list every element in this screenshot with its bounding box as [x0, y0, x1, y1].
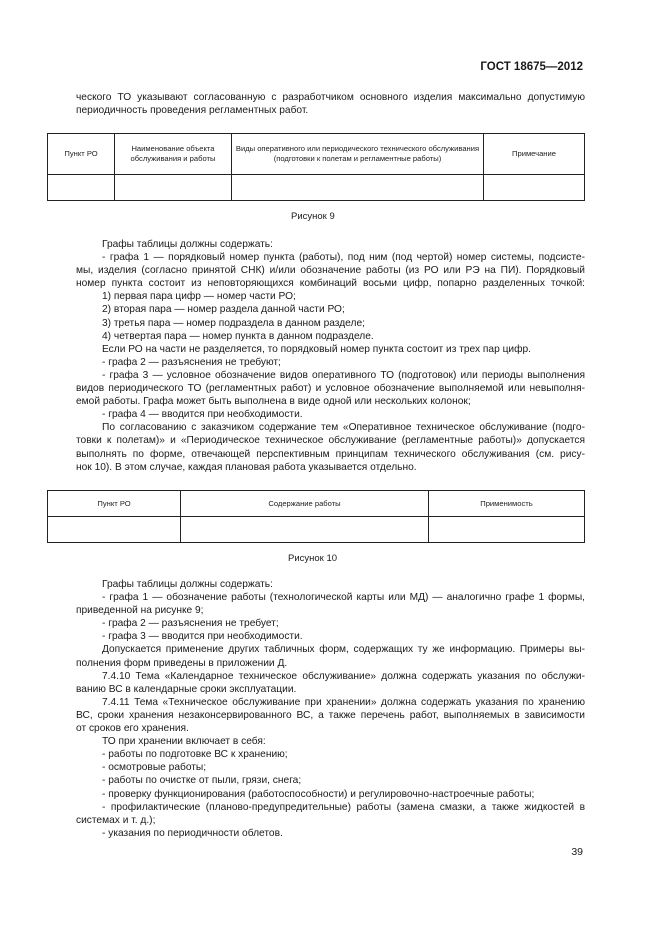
form-table-figure-10	[47, 490, 585, 543]
text-line: 7.4.11 Тема «Техническое обслуживание при хранении» должна содержать указания по хранению	[102, 696, 585, 708]
page-number: 39	[571, 846, 583, 858]
form-table-figure-9	[47, 133, 585, 201]
table9-empty-cell	[484, 175, 585, 201]
text-line: мы, изделия (согласно принятой СНК) и/или обозначение работы (из РО или РЭ на ПИ). Порядковый	[76, 265, 585, 277]
text-line: По согласованию с заказчиком содержание тем «Оперативное техническое обслуживание (подго-	[102, 422, 585, 434]
section-1-text	[76, 238, 585, 474]
table9-header-cell: Виды оперативного или периодического технического обслуживания (подготовки к полетам и регламентные работы)	[232, 134, 484, 175]
table9-empty-cell	[232, 175, 484, 201]
text-line: от сроков его хранения.	[76, 723, 189, 735]
text-line: Графы таблицы должны содержать:	[102, 579, 273, 590]
table10-header-cell: Содержание работы	[181, 491, 429, 517]
text-line: емой работы. Графа может быть выполнена в виде одной или нескольких колонок;	[76, 396, 471, 408]
text-line: Графы таблицы должны содержать:	[102, 239, 273, 250]
text-line: товки к полетам)» и «Периодическое техническое обслуживание (регламентные работы)» допускается	[76, 435, 585, 447]
text-line: 7.4.10 Тема «Календарное техническое обслуживание» должна содержать указания по обслужи-	[102, 670, 585, 682]
text-line: приведенной на рисунке 9;	[76, 605, 204, 617]
table10-header-cell: Пункт РО	[48, 491, 181, 517]
text-line: - работы по подготовке ВС к хранению;	[102, 749, 288, 761]
table9-empty-cell	[115, 175, 232, 201]
text-line: - графа 3 — условное обозначение видов оперативного ТО (подготовок) или периоды выполнения	[102, 369, 585, 381]
text-line: - работы по очистке от пыли, грязи, снега;	[102, 775, 302, 787]
table9-header-cell: Пункт РО	[48, 134, 115, 175]
text-line: полнения форм приведены в приложении Д.	[76, 657, 288, 669]
text-line: - указания по периодичности облетов.	[102, 827, 283, 839]
text-line: - графа 2 — разъяснения не требуют;	[102, 356, 281, 368]
table10-header-cell: Применимость	[429, 491, 585, 517]
text-line: - графа 3 — вводится при необходимости.	[102, 631, 303, 643]
text-line: выполнять по форме, отвечающей перспективным принципам технического обслуживания (см. рису-	[76, 448, 585, 460]
text-line: нок 10). В этом случае, каждая плановая работа указывается отдельно.	[76, 461, 417, 473]
figure-10-caption: Рисунок 10	[288, 553, 338, 564]
figure-9-caption: Рисунок 9	[291, 211, 335, 222]
text-line: ВС, сроки хранения незаконсервированного ВС, а также перечень работ, выполняемых в зависимости	[76, 709, 585, 721]
text-line: видов периодического ТО (регламентных работ) и условное обозначение выполняемой или невыполня-	[76, 383, 585, 395]
text-line: Допускается применение других табличных форм, содержащих ту же информацию. Примеры вы-	[102, 644, 585, 656]
text-line: - профилактические (планово-предупредительные) работы (замена смазки, а также жидкостей в	[102, 801, 585, 813]
text-line: - графа 4 — вводится при необходимости.	[102, 409, 303, 421]
table9-header-cell: Примечание	[484, 134, 585, 175]
table9-header-cell: Наименование объекта обслуживания и работы	[115, 134, 232, 175]
text-line: номер пункта состоит из неповторяющихся комбинаций восьми цифр, попарно разделенных точкой:	[76, 278, 585, 290]
text-line: ванию ВС в календарные сроки эксплуатации.	[76, 683, 297, 695]
text-line: системах и т. д.);	[76, 814, 156, 826]
text-line: - проверку функционирования (работоспособности) и регулировочно-настроечные работы;	[102, 788, 535, 800]
table9-empty-cell	[48, 175, 115, 201]
text-line: - графа 2 — разъяснения не требует;	[102, 618, 279, 630]
text-line: 3) третья пара — номер подраздела в данном разделе;	[102, 317, 365, 329]
intro-line: периодичность проведения регламентных работ.	[76, 105, 309, 117]
text-line: ТО при хранении включает в себя:	[102, 736, 266, 748]
text-line: - осмотровые работы;	[102, 762, 207, 774]
table10-empty-cell	[429, 517, 585, 543]
text-line: 1) первая пара цифр — номер части РО;	[102, 291, 296, 303]
intro-paragraph	[76, 91, 585, 117]
document-code: ГОСТ 18675—2012	[480, 61, 583, 73]
intro-line: ческого ТО указывают согласованную с разработчиком основного изделия максимально допустимую	[76, 92, 585, 103]
table10-empty-cell	[181, 517, 429, 543]
text-line: - графа 1 — обозначение работы (технологической карты или МД) — аналогично графе 1 формы,	[102, 592, 585, 604]
text-line: 4) четвертая пара — номер пункта в данном подразделе.	[102, 330, 374, 342]
text-line: Если РО на части не разделяется, то порядковый номер пункта состоит из трех пар цифр.	[102, 343, 532, 355]
table10-empty-cell	[48, 517, 181, 543]
section-2-text	[76, 578, 585, 840]
text-line: - графа 1 — порядковый номер пункта (работы), под ним (под чертой) номер системы, подсисте-	[102, 252, 585, 264]
text-line: 2) вторая пара — номер раздела данной части РО;	[102, 304, 345, 316]
